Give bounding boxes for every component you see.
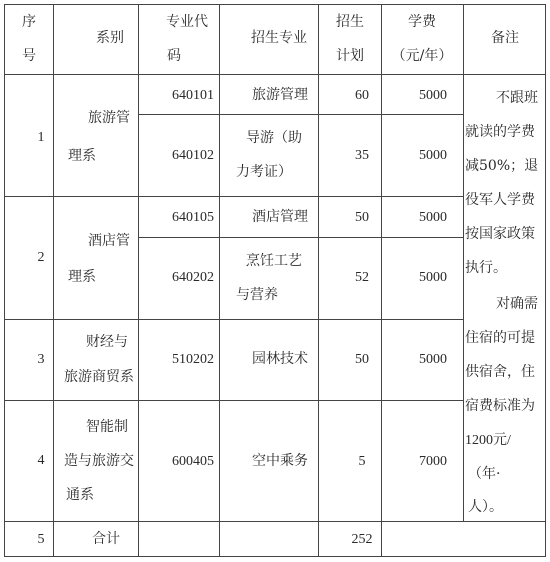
header-code: 专业代 bbox=[166, 14, 208, 30]
group-seq: 3 bbox=[37, 352, 45, 367]
notes-line: 减50%；退 bbox=[465, 158, 539, 174]
cell-plan: 50 bbox=[355, 352, 369, 367]
cell-code: 510202 bbox=[172, 352, 214, 367]
header-plan: 计划 bbox=[336, 48, 364, 64]
notes-line: 役军人学费 bbox=[465, 192, 535, 208]
header-department: 系别 bbox=[96, 30, 124, 46]
group-department: 理系 bbox=[68, 148, 96, 164]
cell-major: 空中乘务 bbox=[252, 453, 308, 469]
cell-major: 导游（助 bbox=[246, 130, 302, 146]
notes-line: 执行。 bbox=[465, 260, 507, 276]
header-fee: 学费 bbox=[408, 14, 436, 30]
group-seq: 1 bbox=[37, 130, 45, 145]
cell-code: 640202 bbox=[172, 270, 214, 285]
cell-fee: 5000 bbox=[419, 270, 447, 285]
cell-major: 园林技术 bbox=[252, 351, 308, 367]
group-department: 酒店管 bbox=[88, 233, 130, 249]
cell-major: 酒店管理 bbox=[252, 209, 308, 225]
header-seq: 序 bbox=[22, 14, 36, 30]
group-department: 造与旅游交 bbox=[64, 453, 134, 469]
header-plan: 招生 bbox=[336, 14, 364, 30]
total-label: 合计 bbox=[92, 531, 120, 547]
group-seq: 2 bbox=[37, 250, 45, 265]
header-code: 码 bbox=[167, 48, 181, 64]
cell-code: 640105 bbox=[172, 210, 214, 225]
total-seq: 5 bbox=[37, 532, 45, 547]
notes-line: 不跟班 bbox=[496, 90, 538, 106]
notes-line: 1200元/ bbox=[465, 433, 511, 448]
notes-line: 供宿舍，住 bbox=[465, 364, 535, 380]
notes-line: 按国家政策 bbox=[465, 226, 535, 242]
cell-fee: 7000 bbox=[419, 454, 447, 469]
cell-major: 与营养 bbox=[236, 287, 278, 303]
group-department: 智能制 bbox=[86, 419, 128, 435]
notes-line: 住宿的可提 bbox=[465, 330, 535, 346]
cell-major: 旅游管理 bbox=[252, 87, 308, 103]
group-department: 旅游商贸系 bbox=[64, 369, 134, 385]
cell-code: 640102 bbox=[172, 148, 214, 163]
cell-fee: 5000 bbox=[419, 88, 447, 103]
cell-plan: 5 bbox=[358, 454, 366, 469]
notes-line: 宿费标准为 bbox=[465, 398, 535, 414]
group-department: 通系 bbox=[66, 487, 94, 503]
cell-fee: 5000 bbox=[419, 352, 447, 367]
header-fee: （元/年） bbox=[391, 48, 453, 64]
cell-major: 烹饪工艺 bbox=[246, 253, 302, 269]
header-seq: 号 bbox=[22, 48, 36, 64]
cell-code: 600405 bbox=[172, 454, 214, 469]
cell-code: 640101 bbox=[172, 88, 214, 103]
cell-plan: 35 bbox=[355, 148, 369, 163]
header-notes: 备注 bbox=[491, 30, 519, 46]
group-seq: 4 bbox=[37, 453, 45, 468]
total-plan: 252 bbox=[351, 532, 373, 547]
notes-line: 就读的学费 bbox=[465, 124, 535, 140]
cell-plan: 52 bbox=[355, 270, 369, 285]
notes-line: （年· bbox=[468, 466, 501, 482]
header-major: 招生专业 bbox=[251, 30, 307, 46]
notes-line: 对确需 bbox=[496, 296, 538, 312]
cell-major: 力考证） bbox=[236, 164, 292, 180]
cell-plan: 60 bbox=[355, 88, 369, 103]
group-department: 财经与 bbox=[86, 334, 128, 350]
group-department: 旅游管 bbox=[88, 110, 130, 126]
cell-plan: 50 bbox=[355, 210, 369, 225]
notes-line: 人）。 bbox=[468, 499, 503, 515]
cell-fee: 5000 bbox=[419, 210, 447, 225]
cell-fee: 5000 bbox=[419, 148, 447, 163]
group-department: 理系 bbox=[68, 269, 96, 285]
